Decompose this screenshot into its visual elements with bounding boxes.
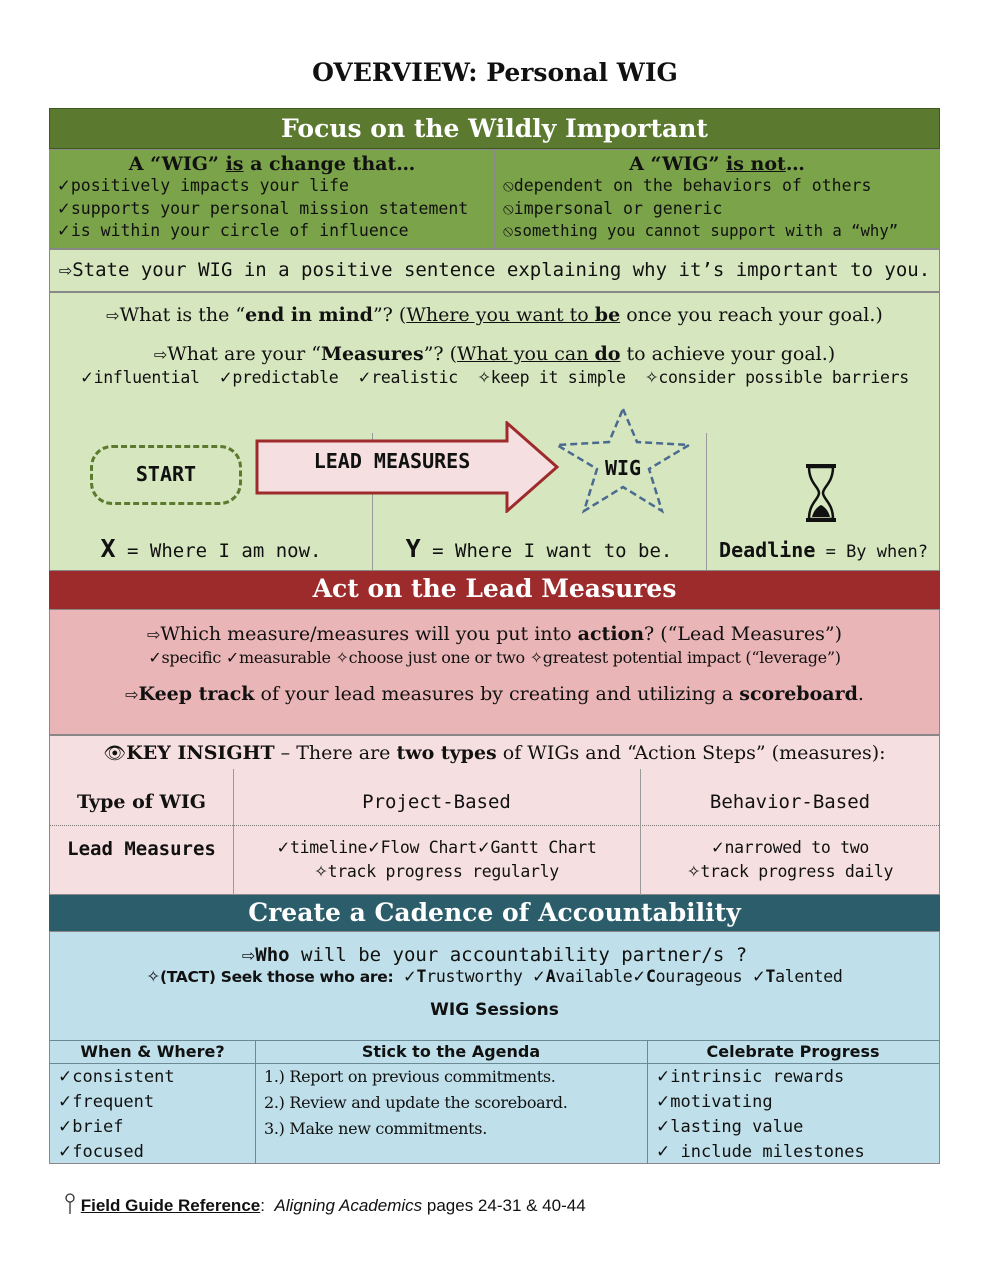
wig-sessions-title: WIG Sessions <box>430 1000 559 1020</box>
start-label: START <box>135 462 197 486</box>
section-band-cadence: Create a Cadence of Accountability <box>49 895 940 931</box>
list-item: ✓motivating <box>656 1092 773 1112</box>
lead-criteria: ✓specific ✓measurable ✧choose just one or two ✧greatest potential impact (“leverage”) <box>148 648 841 667</box>
wig-is-heading-b: a change that… <box>250 153 416 175</box>
keep-track-text: ⇨Keep track of your lead measures by creating and utilizing a scoreboard. <box>125 683 864 705</box>
section-band-act: Act on the Lead Measures <box>49 571 940 609</box>
deadline-definition: Deadline = By when? <box>719 538 928 562</box>
lead-measures-label: LEAD MEASURES <box>313 449 471 473</box>
eye-icon: 👁 <box>103 743 127 764</box>
key-insight-text: 👁KEY INSIGHT – There are two types of WIGs and “Action Steps” (measures): <box>103 742 886 764</box>
arrow-icon: ⇨ <box>241 946 256 965</box>
arrow-icon: ⇨ <box>58 261 73 280</box>
wig-label: WIG <box>604 456 642 480</box>
agenda-list <box>264 1064 568 1142</box>
celebrate-list <box>656 1065 865 1165</box>
wig-is-item: ✓supports your personal mission statement <box>57 198 469 218</box>
accountability-box <box>49 931 940 1164</box>
star-icon: ✧ <box>477 368 491 387</box>
type-of-wig-header: Type of WIG <box>77 791 206 813</box>
agenda-header: Stick to the Agenda <box>361 1042 541 1061</box>
list-item: 1.) Report on previous commitments. <box>264 1067 556 1086</box>
list-item: ✓lasting value <box>656 1117 804 1137</box>
page-title: OVERVIEW: Personal WIG <box>312 58 678 87</box>
prohibited-icon: ⦸ <box>503 176 514 195</box>
wig-is-item: ✓is within your circle of influence <box>57 221 409 240</box>
wig-is-heading <box>50 153 494 175</box>
list-item: ✓focused <box>58 1142 144 1162</box>
list-item: ✓consistent <box>58 1067 175 1087</box>
arrow-icon: ⇨ <box>106 306 120 325</box>
behavior-based-header: Behavior-Based <box>709 791 871 813</box>
project-lead-measures: ✓timeline✓Flow Chart✓Gantt Chart ✧track progress regularly <box>276 838 597 881</box>
state-wig-box <box>49 249 940 292</box>
field-guide-reference: Field Guide Reference: Aligning Academics pages 24-31 & 40-44 <box>64 1193 586 1216</box>
wig-is-item: ✓positively impacts your life <box>57 176 349 195</box>
star-icon: ✧ <box>529 648 543 667</box>
arrow-icon: ⇨ <box>147 625 161 644</box>
when-where-list <box>58 1065 175 1165</box>
wig-is-not-item: ⦸dependent on the behaviors of others <box>503 176 872 195</box>
list-item: 3.) Make new commitments. <box>264 1119 487 1138</box>
wig-is-box <box>49 149 495 249</box>
wig-is-heading-u: is <box>225 153 244 175</box>
when-where-header: When & Where? <box>80 1042 225 1061</box>
state-wig-text: State your WIG in a positive sentence explaining why it’s important to you. <box>72 259 931 281</box>
star-icon: ✧ <box>335 648 349 667</box>
end-in-mind-box <box>49 292 940 571</box>
partner-question: ⇨Who will be your accountability partner/s ? <box>241 944 748 966</box>
arrow-icon: ⇨ <box>153 345 168 364</box>
wig-is-not-box <box>494 149 940 249</box>
wig-is-not-item: ⦸something you cannot support with a “why” <box>503 222 899 240</box>
prohibited-icon: ⦸ <box>503 198 514 218</box>
list-item: 2.) Review and update the scoreboard. <box>264 1093 568 1112</box>
arrow-icon: ⇨ <box>125 685 139 704</box>
celebrate-header: Celebrate Progress <box>706 1042 880 1061</box>
key-insight-box <box>49 735 940 895</box>
measures-criteria: ✓influential ✓predictable ✓realistic ✧keep it simple ✧consider possible barriers <box>80 368 909 387</box>
pin-icon <box>64 1193 76 1215</box>
measures-question: ⇨What are your “Measures”? (What you can do to achieve your goal.) <box>153 343 836 365</box>
section-band-focus: Focus on the Wildly Important <box>49 108 940 149</box>
x-definition: X = Where I am now. <box>100 534 322 563</box>
y-definition: Y = Where I want to be. <box>405 534 673 563</box>
list-item: ✓ include milestones <box>656 1142 865 1162</box>
tact-line: ✧(TACT) Seek those who are: ✓Trustworthy ✓Available✓Courageous ✓Talented <box>146 967 843 986</box>
end-in-mind-question: ⇨What is the “end in mind”? (Where you want to be once you reach your goal.) <box>106 304 883 326</box>
lead-measures-box <box>49 609 940 735</box>
star-icon: ✧ <box>644 368 659 387</box>
wig-is-not-heading: A “WIG” is not… <box>629 153 805 175</box>
list-item: ✓brief <box>58 1117 124 1137</box>
hourglass-icon <box>802 463 840 523</box>
star-icon: ✧ <box>314 862 328 881</box>
list-item: ✓frequent <box>58 1092 155 1112</box>
star-icon: ✧ <box>146 967 160 986</box>
behavior-lead-measures: ✓narrowed to two ✧track progress daily <box>686 838 894 881</box>
lead-measures-row-header: Lead Measures <box>67 838 216 860</box>
wig-is-not-item: ⦸impersonal or generic <box>503 198 723 218</box>
prohibited-icon: ⦸ <box>503 222 514 240</box>
star-icon: ✧ <box>686 862 701 881</box>
wig-is-heading-a: A “WIG” <box>128 153 219 175</box>
action-question: ⇨Which measure/measures will you put into action? (“Lead Measures”) <box>147 623 842 645</box>
project-based-header: Project-Based <box>362 791 511 813</box>
list-item: ✓intrinsic rewards <box>656 1067 845 1087</box>
